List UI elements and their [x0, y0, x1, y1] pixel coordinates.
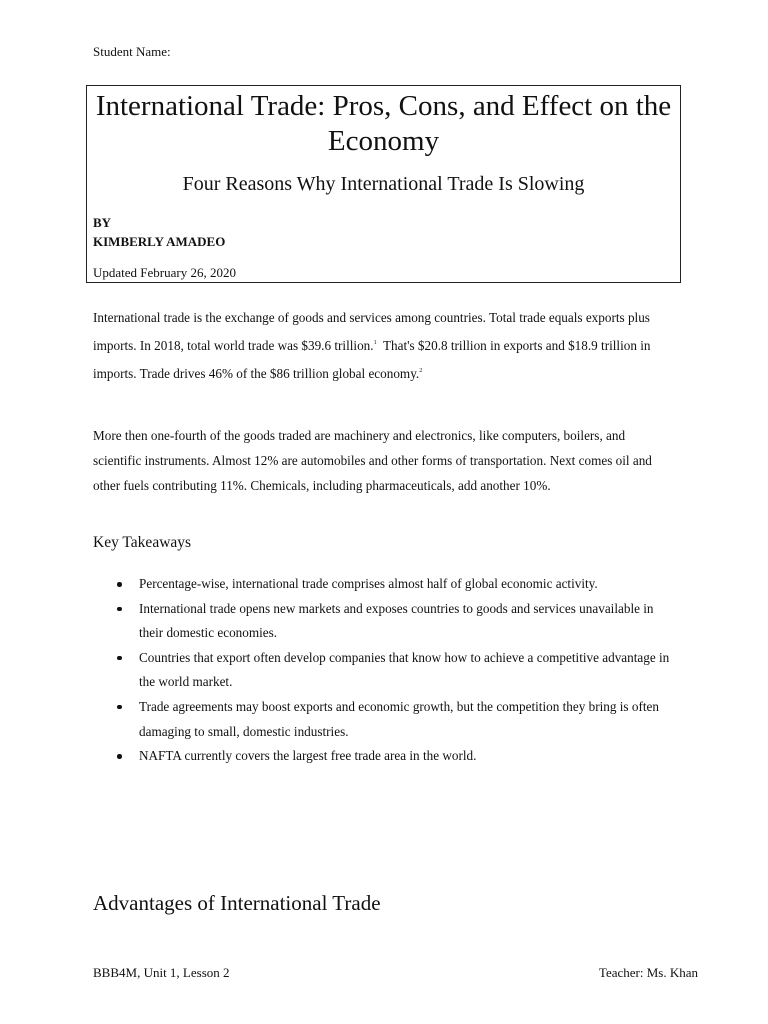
- byline-label: BY: [93, 215, 112, 230]
- student-name-label: Student Name:: [93, 44, 171, 59]
- footer-teacher: Teacher: Ms. Khan: [598, 965, 698, 980]
- list-item: [93, 572, 673, 597]
- goods-paragraph: More then one-fourth of the goods traded are machinery and electronics, like computers, boilers, and scientific instruments. Almost 12% are automobiles and other forms of transportation. Next comes oil and other fuels contributing 11%. Chemicals, including pharmaceuticals, add another 10%.: [93, 428, 652, 493]
- footnote-2: 2: [419, 367, 423, 374]
- bullet-icon: [117, 607, 122, 612]
- article-title: International Trade: Pros, Cons, and Effect on the Economy: [95, 90, 672, 157]
- bullet-icon: [117, 754, 122, 759]
- intro-paragraph: [93, 306, 668, 386]
- list-item-text: International trade opens new markets and exposes countries to goods and services unavailable in their domestic economies.: [139, 600, 654, 641]
- key-takeaways-heading: Key Takeaways: [93, 534, 192, 551]
- article-subtitle: Four Reasons Why International Trade Is Slowing: [182, 173, 585, 195]
- list-item-text: Trade agreements may boost exports and economic growth, but the competition they bring is often damaging to small, domestic industries.: [139, 698, 659, 739]
- list-item: [93, 744, 673, 769]
- list-item-text: Percentage-wise, international trade comprises almost half of global economic activity.: [139, 576, 598, 591]
- intro-text-b: That's $20.8 trillion in exports and $18.9 trillion in imports. Trade drives 46% of the $86 trillion global economy.: [93, 337, 651, 381]
- list-item: [93, 597, 673, 646]
- author-name: KIMBERLY AMADEO: [93, 234, 226, 249]
- bullet-icon: [117, 656, 122, 661]
- footer-course: BBB4M, Unit 1, Lesson 2: [93, 965, 230, 980]
- footnote-1: 1: [373, 339, 377, 346]
- updated-date: Updated February 26, 2020: [93, 265, 236, 280]
- bullet-icon: [117, 705, 122, 710]
- advantages-heading: Advantages of International Trade: [93, 891, 381, 915]
- intro-text-a: International trade is the exchange of goods and services among countries. Total trade equals exports plus imports. In 2018, total world trade was $39.6 trillion.: [93, 310, 650, 353]
- list-item-text: NAFTA currently covers the largest free trade area in the world.: [139, 748, 477, 764]
- key-takeaways-list: [93, 572, 673, 769]
- list-item: [93, 646, 673, 695]
- bullet-icon: [117, 582, 122, 587]
- list-item-text: Countries that export often develop companies that know how to achieve a competitive advantage in the world market.: [139, 649, 670, 690]
- list-item: [93, 695, 673, 744]
